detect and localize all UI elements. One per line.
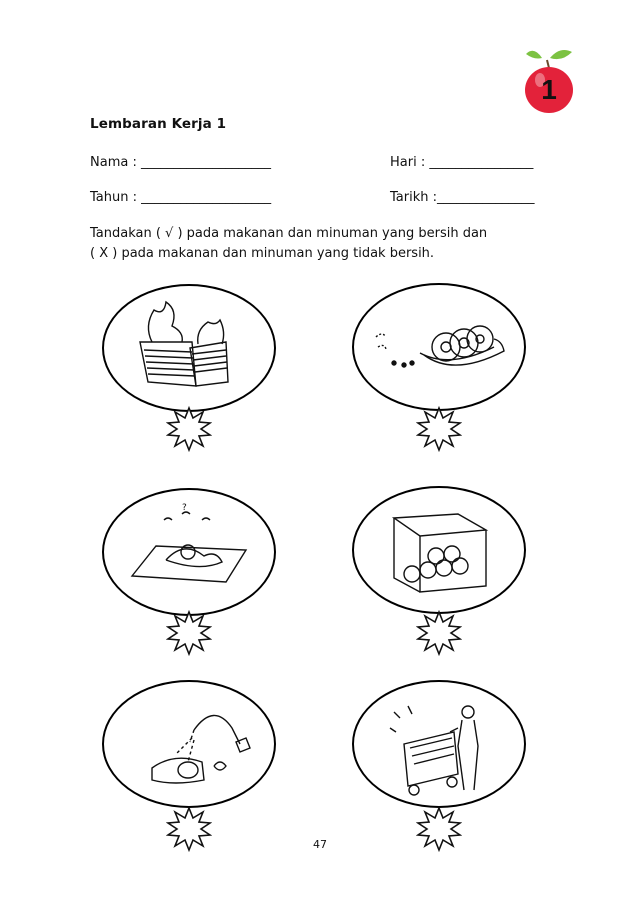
apple-logo-icon	[520, 44, 580, 116]
answer-box-5[interactable]	[166, 806, 212, 852]
picture-oval-4	[352, 486, 526, 614]
picture-oval-5	[102, 680, 276, 808]
food-on-paper-with-flies-icon	[104, 490, 274, 614]
nama-field[interactable]: Nama : ____________________	[90, 155, 271, 170]
page-number: 47	[313, 838, 327, 851]
doughnuts-with-flies-icon	[354, 285, 524, 409]
svg-text:?: ?	[182, 503, 187, 513]
tarikh-field[interactable]: Tarikh :_______________	[390, 190, 535, 205]
washing-hands-tap-icon	[104, 682, 274, 806]
worksheet-title: Lembaran Kerja 1	[90, 116, 227, 132]
answer-box-6[interactable]	[416, 806, 462, 852]
picture-oval-3	[102, 488, 276, 616]
covered-cakes-box-icon	[354, 488, 524, 612]
answer-box-3[interactable]	[166, 610, 212, 656]
apple-badge-number: 1	[541, 74, 557, 105]
answer-box-4[interactable]	[416, 610, 462, 656]
picture-oval-6	[352, 680, 526, 808]
instruction-line-1: Tandakan ( √ ) pada makanan dan minuman yang bersih dan	[90, 226, 488, 241]
picture-oval-1	[102, 284, 276, 412]
picture-oval-2	[352, 283, 526, 411]
hari-field[interactable]: Hari : ________________	[390, 155, 534, 170]
dirty-food-stall-icon	[354, 682, 524, 806]
tahun-field[interactable]: Tahun : ____________________	[90, 190, 272, 205]
instructions	[90, 224, 560, 264]
answer-box-2[interactable]	[416, 406, 462, 452]
instruction-line-2: ( X ) pada makanan dan minuman yang tidak bersih.	[90, 246, 435, 261]
wrapped-food-bundles-icon	[104, 286, 274, 410]
answer-box-1[interactable]	[166, 406, 212, 452]
